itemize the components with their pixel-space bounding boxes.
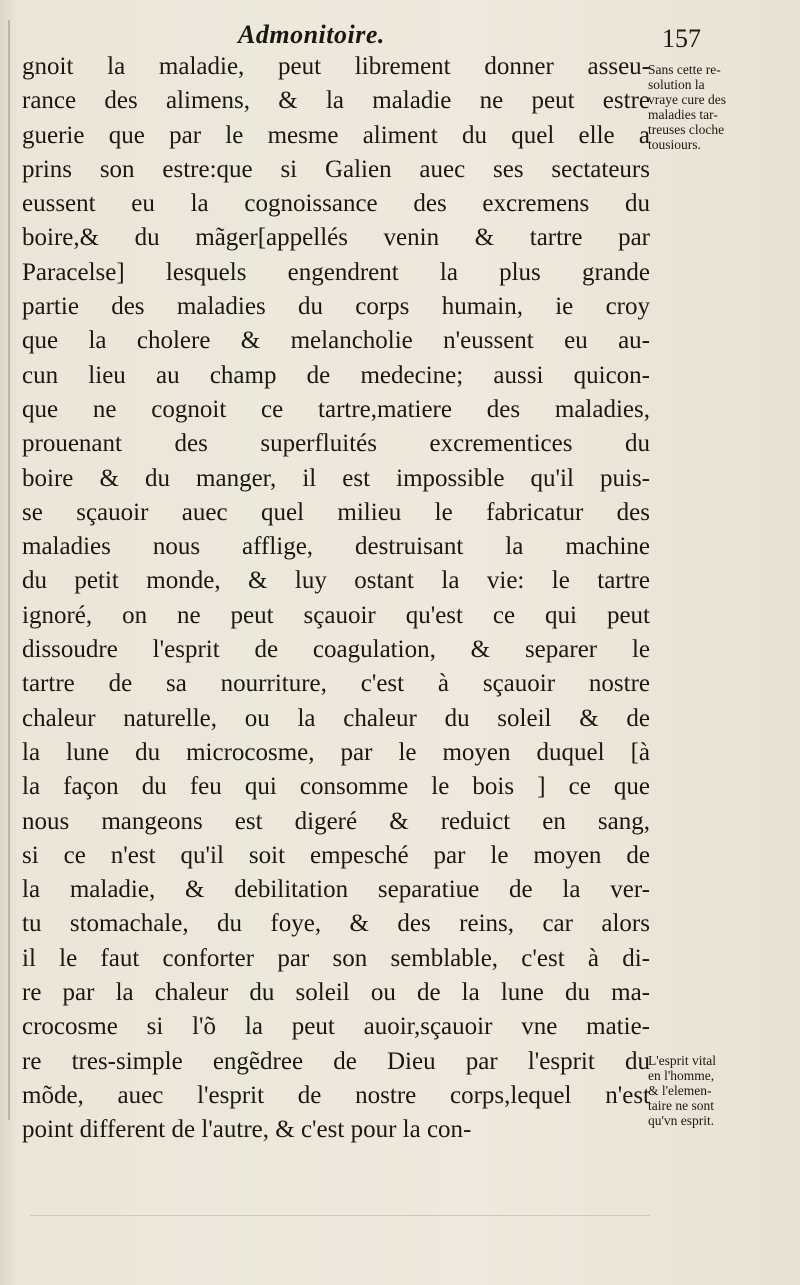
body-text bbox=[22, 50, 650, 1148]
margin-note-line: maladies tar- bbox=[648, 107, 718, 122]
text-line: ignoré, on ne peut sçauoir qu'est ce qui peut bbox=[22, 601, 650, 629]
margin-note-line: & l'elemen- bbox=[648, 1083, 712, 1098]
text-line: que la cholere & melancholie n'eussent eu au- bbox=[22, 327, 650, 355]
text-line: chaleur naturelle, ou la chaleur du soleil & de bbox=[22, 704, 650, 732]
margin-note-line: en l'homme, bbox=[648, 1068, 715, 1083]
text-line: maladies nous afflige, destruisant la machine bbox=[22, 533, 650, 561]
text-line: Paracelse] lesquels engendrent la plus grande bbox=[22, 258, 650, 286]
margin-note-line: vraye cure des bbox=[648, 92, 726, 107]
text-line: rance des alimens, & la maladie ne peut estre bbox=[22, 87, 650, 115]
text-line: la lune du microcosme, par le moyen duquel [à bbox=[22, 738, 650, 766]
margin-note-cure bbox=[648, 62, 798, 152]
text-line: prins son estre:que si Galien auec ses sectateurs bbox=[22, 155, 650, 183]
text-line: guerie que par le mesme aliment du quel elle a bbox=[22, 121, 650, 149]
text-line: que ne cognoit ce tartre,matiere des maladies, bbox=[22, 395, 650, 423]
text-line: si ce n'est qu'il soit empesché par le moyen de bbox=[22, 841, 650, 869]
text-line: tartre de sa nourriture, c'est à sçauoir nostre bbox=[22, 670, 650, 698]
text-line: point different de l'autre, & c'est pour la con- bbox=[22, 1116, 472, 1144]
text-line: cun lieu au champ de medecine; aussi quicon- bbox=[22, 361, 650, 389]
text-line: tu stomachale, du foye, & des reins, car alors bbox=[22, 910, 650, 938]
margin-note-line: qu'vn esprit. bbox=[648, 1113, 715, 1128]
text-line: boire & du manger, il est impossible qu'il puis- bbox=[22, 464, 650, 492]
margin-note-line: tousiours. bbox=[648, 137, 701, 152]
text-line: du petit monde, & luy ostant la vie: le tartre bbox=[22, 567, 650, 595]
text-line: la maladie, & debilitation separatiue de la ver- bbox=[22, 876, 650, 904]
text-line: eussent eu la cognoissance des excremens du bbox=[22, 190, 650, 218]
text-line: prouenant des superfluités excrementices du bbox=[22, 430, 650, 458]
text-line: il le faut conforter par son semblable, c'est à di- bbox=[22, 944, 650, 972]
text-line: se sçauoir auec quel milieu le fabricatur des bbox=[22, 498, 650, 526]
running-title: Admonitoire. bbox=[238, 20, 385, 49]
page-number: 157 bbox=[662, 24, 701, 53]
margin-note-line: L'esprit vital bbox=[648, 1053, 717, 1068]
text-line: nous mangeons est digeré & reduict en sang, bbox=[22, 807, 650, 835]
text-line: re tres-simple engẽdree de Dieu par l'esprit du bbox=[22, 1047, 650, 1075]
margin-note-line: taire ne sont bbox=[648, 1098, 714, 1113]
text-line: la façon du feu qui consomme le bois ] ce que bbox=[22, 773, 650, 801]
text-line: mõde, auec l'esprit de nostre corps,lequel n'est bbox=[22, 1081, 650, 1109]
text-line: crocosme si l'õ la peut auoir,sçauoir vne matie- bbox=[22, 1013, 650, 1041]
margin-note-line: solution la bbox=[648, 77, 705, 92]
running-head bbox=[0, 20, 800, 54]
binding-edge bbox=[8, 20, 10, 1120]
margin-note-spirit bbox=[648, 1053, 798, 1128]
text-line: partie des maladies du corps humain, ie croy bbox=[22, 293, 650, 321]
text-line: dissoudre l'esprit de coagulation, & separer le bbox=[22, 636, 650, 664]
page-bottom-rule bbox=[30, 1215, 650, 1216]
text-line: re par la chaleur du soleil ou de la lune du ma- bbox=[22, 979, 650, 1007]
margin-note-line: Sans cette re- bbox=[648, 62, 721, 77]
text-line: gnoit la maladie, peut librement donner asseu- bbox=[22, 53, 650, 80]
text-line: boire,& du mãger[appellés venin & tartre par bbox=[22, 224, 650, 252]
margin-note-line: treuses cloche bbox=[648, 122, 725, 137]
